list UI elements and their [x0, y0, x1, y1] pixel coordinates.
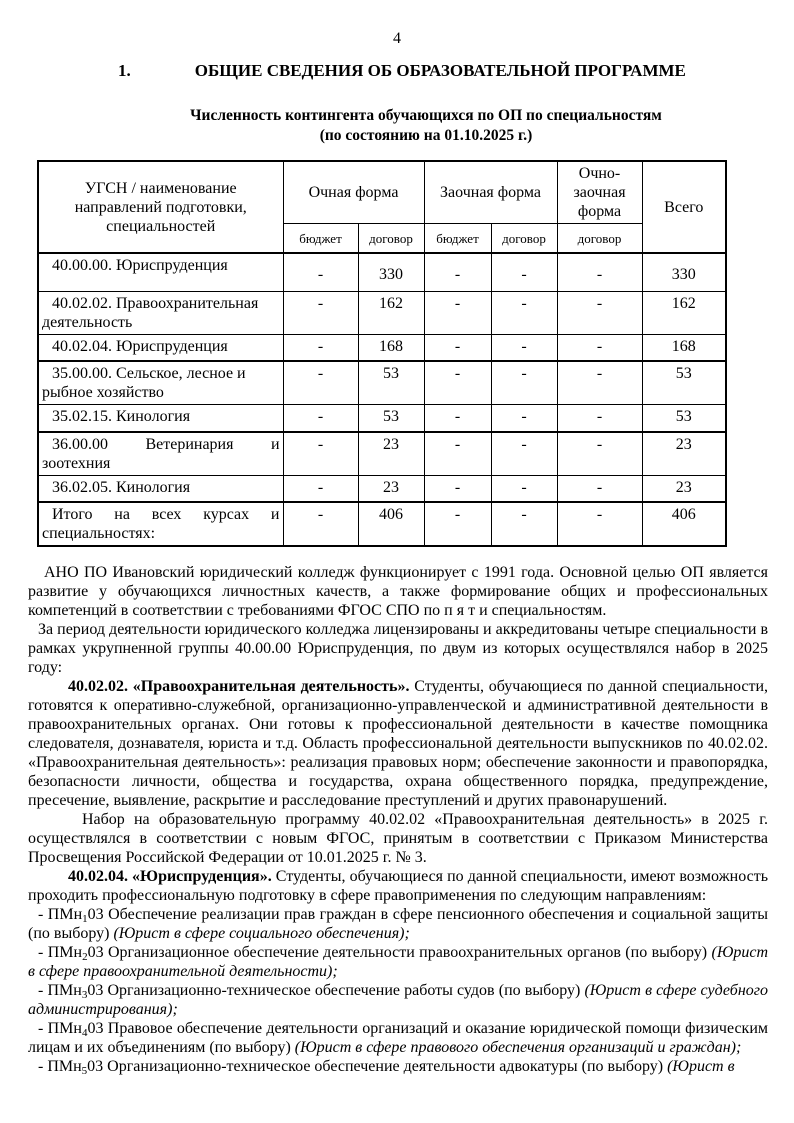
row-name: 36.02.05. Кинология	[38, 475, 283, 502]
list-item-pm4: - ПМн$_4$03 Правовое обеспечение деятельности организаций и оказание юридической помощи физическим лицам и их объединениям (по выбору) (Юрист в сфере правового обеспечения организаций и граждан);	[28, 1020, 768, 1056]
row-value: -	[283, 475, 358, 502]
body-text	[0, 563, 794, 1076]
row-value: -	[557, 502, 642, 546]
row-value: -	[283, 432, 358, 476]
row-value: 168	[358, 334, 424, 361]
table-body	[38, 253, 726, 546]
row-value: 406	[642, 502, 726, 546]
row-value: -	[424, 405, 491, 432]
row-value: 53	[358, 405, 424, 432]
subcol-ochnaya-budget: бюджет	[283, 224, 358, 254]
table-row	[38, 502, 726, 546]
row-value: -	[424, 334, 491, 361]
row-value: -	[491, 361, 557, 405]
row-value: 23	[358, 432, 424, 476]
row-name: 40.00.00. Юриспруденция	[38, 253, 283, 291]
row-value: 23	[642, 432, 726, 476]
table-row	[38, 291, 726, 334]
row-value: 23	[358, 475, 424, 502]
paragraph-intro: АНО ПО Ивановский юридический колледж функционирует с 1991 года. Основной целью ОП является развитие у обучающихся личностных качеств, а также формирование общих и профессиональных компетенций в соответствии с требованиями ФГОС СПО по п я т и специальностям.	[28, 564, 768, 619]
col-header-ochno-zaochnaya-forma: Очно-заочная форма	[557, 161, 642, 224]
table-subtitle	[0, 106, 794, 145]
col-header-vsego: Всего	[642, 161, 726, 253]
row-name: 40.02.02. Правоохранительная деятельность	[38, 291, 283, 334]
row-value: 330	[642, 253, 726, 291]
row-value: 162	[358, 291, 424, 334]
row-value: -	[557, 291, 642, 334]
section-heading	[0, 61, 794, 81]
row-value: -	[557, 405, 642, 432]
row-value: 168	[642, 334, 726, 361]
row-value: -	[424, 361, 491, 405]
row-value: 23	[642, 475, 726, 502]
row-value: -	[283, 291, 358, 334]
row-name: 35.02.15. Кинология	[38, 405, 283, 432]
table-row	[38, 405, 726, 432]
row-name: Итого на всех курсах и специальностях:	[38, 502, 283, 546]
table-row	[38, 334, 726, 361]
subcol-zaochnaya-dogovor: договор	[491, 224, 557, 254]
row-value: -	[557, 475, 642, 502]
row-value: 330	[358, 253, 424, 291]
paragraph-history: За период деятельности юридического колледжа лицензированы и аккредитованы четыре специальности в рамках укрупненной группы 40.00.00 Юриспруденция, по двум из которых осуществлялся набор в 2025 году:	[28, 621, 768, 676]
subcol-ochno-zaochnaya-dogovor: договор	[557, 224, 642, 254]
row-value: -	[424, 475, 491, 502]
table-row	[38, 432, 726, 476]
row-name: 40.02.04. Юриспруденция	[38, 334, 283, 361]
row-value: -	[557, 253, 642, 291]
row-value: -	[491, 502, 557, 546]
subcol-zaochnaya-budget: бюджет	[424, 224, 491, 254]
row-value: 53	[642, 405, 726, 432]
row-value: -	[491, 253, 557, 291]
heading-title: ОБЩИЕ СВЕДЕНИЯ ОБ ОБРАЗОВАТЕЛЬНОЙ ПРОГРАММЕ	[194, 61, 686, 80]
row-value: -	[491, 334, 557, 361]
table-subtitle-line1: Численность контингента обучающихся по ОП по специальностям	[190, 107, 662, 124]
row-value: -	[424, 253, 491, 291]
table-row	[38, 253, 726, 291]
table-row	[38, 361, 726, 405]
paragraph-enrollment: Набор на образовательную программу 40.02.02 «Правоохранительная деятельность» в 2025 г. осуществлялся в соответствии с новым ФГОС, принятым в соответствии с Приказом Министерства Просвещения Российской Федерации от 10.01.2025 г. № 3.	[28, 811, 768, 866]
list-item-pm5: - ПМн$_5$03 Организационно-техническое обеспечение деятельности адвокатуры (по выбору) (Юрист в	[38, 1058, 735, 1077]
row-value: -	[491, 291, 557, 334]
subcol-ochnaya-dogovor: договор	[358, 224, 424, 254]
table-subtitle-line2: (по состоянию на 01.10.2025 г.)	[319, 126, 533, 144]
list-item-pm2: - ПМн$_2$03 Организационное обеспечение деятельности правоохранительных органов (по выбору) (Юрист в сфере правоохранительной деятельности);	[28, 944, 769, 980]
row-value: -	[557, 361, 642, 405]
paragraph-40-02-04: 40.02.04. «Юриспруденция». Студенты, обучающиеся по данной специальности, имеют возможность проходить профессиональную подготовку в сфере правоприменения по следующим направлениям:	[28, 868, 768, 904]
row-value: -	[283, 334, 358, 361]
row-value: -	[557, 334, 642, 361]
col-header-ochnaya-forma: Очная форма	[283, 161, 424, 224]
row-value: 53	[642, 361, 726, 405]
row-value: -	[491, 405, 557, 432]
row-value: -	[491, 475, 557, 502]
row-value: -	[424, 291, 491, 334]
row-value: 162	[642, 291, 726, 334]
contingent-table	[37, 160, 727, 547]
row-name: 36.00.00 Ветеринария и зоотехния	[38, 432, 283, 476]
row-value: -	[283, 361, 358, 405]
row-value: -	[283, 502, 358, 546]
col-header-zaochnaya-forma: Заочная форма	[424, 161, 557, 224]
row-value: -	[283, 253, 358, 291]
page-number: 4	[393, 30, 401, 47]
row-value: 53	[358, 361, 424, 405]
table-row	[38, 475, 726, 502]
row-value: -	[491, 432, 557, 476]
table-header	[38, 161, 726, 253]
list-item-pm3: - ПМн$_3$03 Организационно-техническое обеспечение работы судов (по выбору) (Юрист в сфере судебного администрирования);	[28, 982, 769, 1018]
row-name: 35.00.00. Сельское, лесное и рыбное хозяйство	[38, 361, 283, 405]
paragraph-40-02-02: 40.02.02. «Правоохранительная деятельность». Студенты, обучающиеся по данной специальности, готовятся к оперативно-служебной, организационно-управленческой и административной деятельности в правоохранительных органах. Они готовы к профессиональной деятельности в качестве помощника следователя, дознавателя, юриста и т.д. Область профессиональной деятельности выпускников по 40.02.02. «Правоохранительная деятельность»: реализация правовых норм; обеспечение законности и правопорядка, безопасности личности, общества и государства, охрана общественного порядка, предупреждение, пресечение, выявление, раскрытие и расследование преступлений и других правонарушений.	[28, 678, 769, 809]
row-value: -	[557, 432, 642, 476]
row-value: -	[424, 502, 491, 546]
col-header-ugsn: УГСН / наименование направлений подготовки, специальностей	[38, 161, 283, 253]
row-value: 406	[358, 502, 424, 546]
heading-index: 1.	[118, 61, 131, 80]
list-item-pm1: - ПМн$_1$03 Обеспечение реализации прав граждан в сфере пенсионного обеспечения и социальной защиты (по выбору) (Юрист в сфере социального обеспечения);	[28, 906, 769, 942]
row-value: -	[424, 432, 491, 476]
row-value: -	[283, 405, 358, 432]
